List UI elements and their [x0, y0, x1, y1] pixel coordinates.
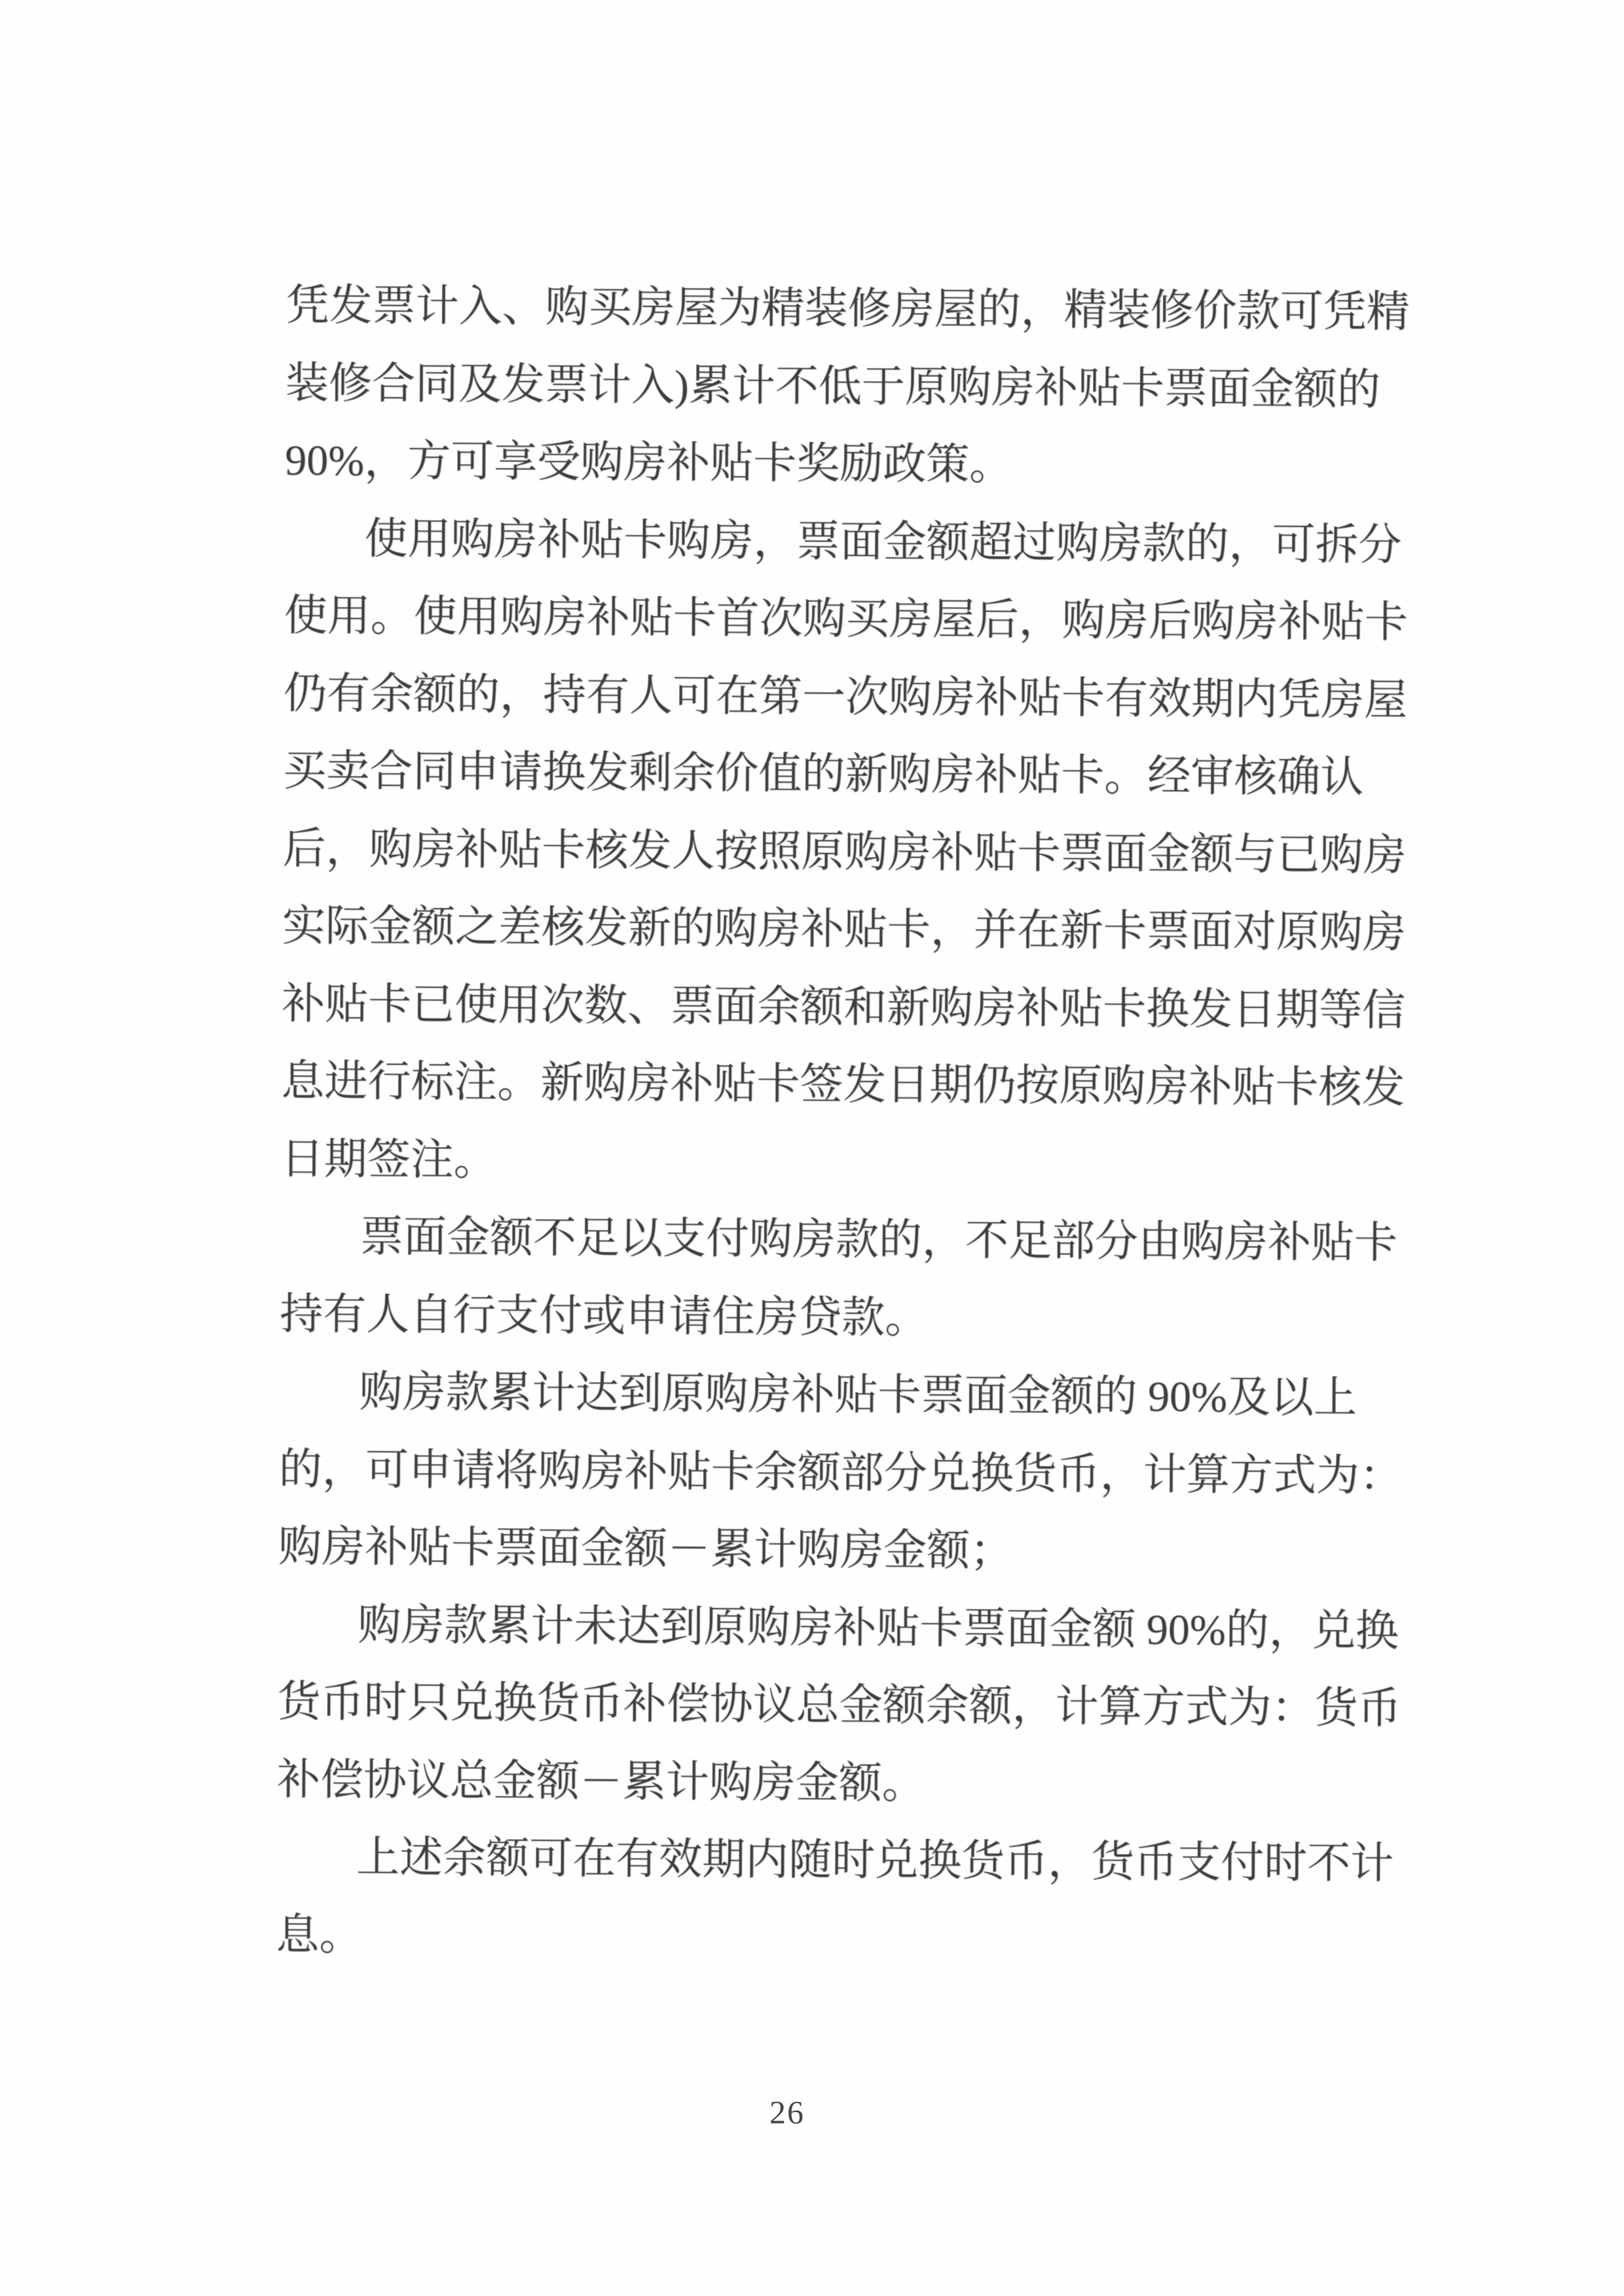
text-line: 持有人自行支付或申请住房贷款。	[280, 1290, 929, 1342]
text-line: 使用。使用购房补贴卡首次购买房屋后，购房后购房补贴卡	[284, 591, 1408, 647]
text-line: 装修合同及发票计入)累计不低于原购房补贴卡票面金额的	[285, 359, 1381, 414]
text-line: 使用购房补贴卡购房，票面金额超过购房款的，可拆分	[364, 515, 1402, 569]
text-line: 仍有余额的，持有人可在第一次购房补贴卡有效期内凭房屋	[283, 669, 1408, 724]
text-line: 后，购房补贴卡核发人按照原购房补贴卡票面金额与已购房	[282, 824, 1407, 879]
text-line: 日期签注。	[280, 1135, 497, 1184]
text-line: 买卖合同申请换发剩余价值的新购房补贴卡。经审核确认	[283, 746, 1364, 802]
text-line: 购房款累计未达到原购房补贴卡票面金额 90%的，兑换	[358, 1601, 1399, 1655]
body-text	[276, 267, 1410, 1980]
text-line: 补贴卡已使用次数、票面余额和新购房补贴卡换发日期等信	[281, 979, 1406, 1034]
text-line: 购房款累计达到原购房补贴卡票面金额的 90%及以上	[359, 1368, 1357, 1423]
text-line: 凭发票计入、购买房屋为精装修房屋的，精装修价款可凭精	[286, 281, 1410, 337]
text-line: 90%，方可享受购房补贴卡奖励政策。	[284, 436, 1013, 489]
text-line: 息进行标注。新购房补贴卡签发日期仍按原购房补贴卡核发	[281, 1057, 1405, 1112]
text-line: 实际金额之差核发新的购房补贴卡，并在新卡票面对原购房	[282, 902, 1407, 957]
text-line: 补偿协议总金额－累计购房金额。	[276, 1755, 926, 1808]
text-line: 票面金额不足以支付购房款的，不足部分由购房补贴卡	[360, 1212, 1398, 1267]
text-line: 货币时只兑换货币补偿协议总金额余额，计算方式为：货币	[277, 1677, 1401, 1733]
text-line: 的，可申请将购房补贴卡余额部分兑换货币，计算方式为：	[278, 1445, 1403, 1500]
text-line: 息。	[276, 1910, 363, 1959]
text-line: 上述余额可在有效期内随时兑换货币，货币支付时不计	[356, 1833, 1394, 1888]
page-number: 26	[769, 2094, 805, 2130]
text-line: 购房补贴卡票面金额－累计购房金额；	[278, 1522, 1014, 1575]
